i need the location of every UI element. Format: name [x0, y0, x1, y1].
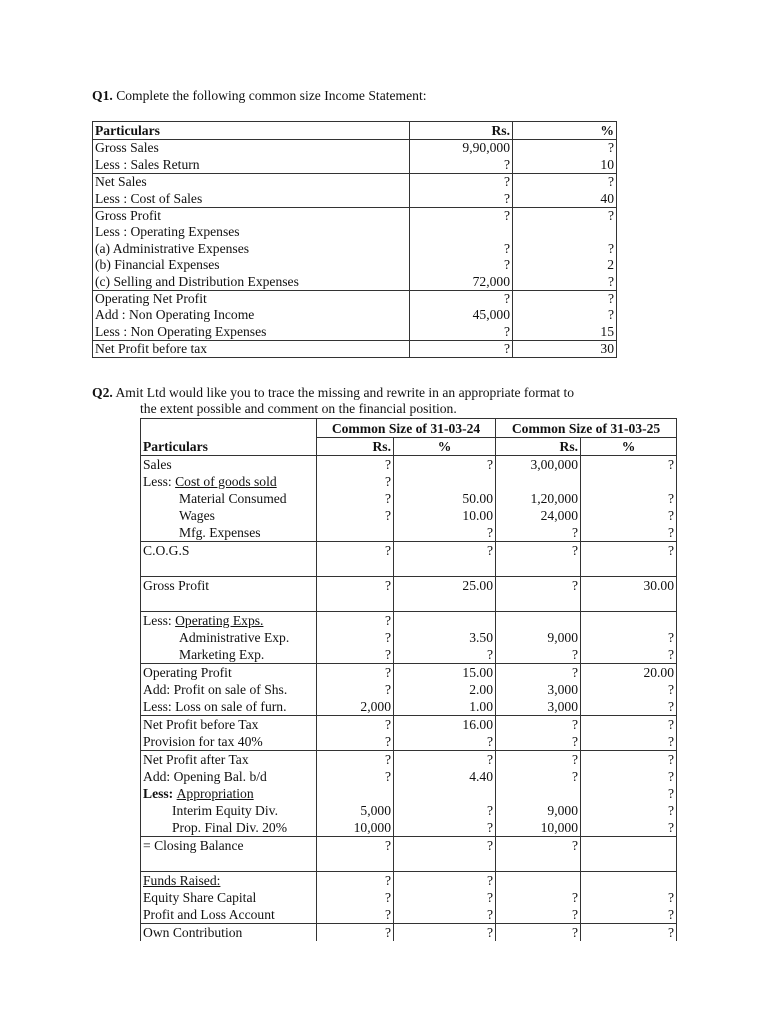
table-row — [93, 340, 617, 357]
row-percent-2025 — [581, 612, 677, 630]
row-rs-2025 — [496, 612, 581, 630]
row-percent-2024: 10.00 — [394, 507, 496, 524]
row-percent-2024: ? — [394, 646, 496, 664]
row-percent-2024: ? — [394, 837, 496, 855]
row-percent-2025 — [581, 559, 677, 577]
row-rs — [410, 224, 513, 240]
row-percent-2024: 4.40 — [394, 768, 496, 785]
row-label: Interim Equity Div. — [172, 803, 278, 818]
row-rs-2024: ? — [317, 889, 394, 906]
row-rs: ? — [410, 173, 513, 190]
row-percent: 30 — [513, 340, 617, 357]
header-percent-2024: % — [394, 438, 496, 456]
table-header-row — [93, 122, 617, 140]
table-row — [141, 819, 677, 837]
row-label: Prop. Final Div. 20% — [172, 820, 288, 835]
q2-common-size-table — [140, 418, 677, 941]
row-percent — [513, 224, 617, 240]
row-rs: ? — [410, 190, 513, 207]
row-label: Add: Profit on sale of Shs. — [143, 682, 288, 697]
row-rs: ? — [410, 290, 513, 307]
header-rs: Rs. — [410, 122, 513, 140]
table-header-row — [141, 438, 677, 456]
table-row — [141, 473, 677, 490]
row-percent-2024 — [394, 594, 496, 612]
row-label-underlined: Cost of goods sold — [175, 474, 277, 489]
row-particulars — [141, 837, 317, 855]
row-rs-2024: 10,000 — [317, 819, 394, 837]
row-rs-2024: ? — [317, 751, 394, 769]
row-label: Net Sales — [93, 173, 410, 190]
table-row — [93, 257, 617, 273]
row-label: (c) Selling and Distribution Expenses — [93, 273, 410, 290]
row-rs: ? — [410, 340, 513, 357]
q2-text-line2: the extent possible and comment on the financial position. — [140, 401, 457, 416]
row-label: Mfg. Expenses — [179, 525, 261, 540]
row-particulars — [141, 629, 317, 646]
table-row — [93, 240, 617, 256]
row-label: Add: Opening Bal. b/d — [143, 769, 267, 784]
row-percent-2025: ? — [581, 490, 677, 507]
row-percent-2024: ? — [394, 872, 496, 890]
row-particulars — [141, 906, 317, 924]
row-percent-2025: ? — [581, 542, 677, 560]
q1-question — [92, 88, 427, 104]
table-row — [141, 872, 677, 890]
q2-number: Q2. — [92, 385, 113, 400]
row-particulars — [141, 490, 317, 507]
table-row — [141, 785, 677, 802]
row-particulars — [141, 577, 317, 595]
row-rs-2025 — [496, 559, 581, 577]
row-particulars — [141, 646, 317, 664]
row-percent-2024: 15.00 — [394, 664, 496, 682]
row-label: Sales — [143, 457, 172, 472]
row-percent: ? — [513, 207, 617, 224]
table-row — [141, 524, 677, 542]
table-row — [93, 290, 617, 307]
row-rs-2025: ? — [496, 906, 581, 924]
row-rs-2025: ? — [496, 664, 581, 682]
header-particulars: Particulars — [93, 122, 410, 140]
row-label: Less : Operating Expenses — [93, 224, 410, 240]
table-row — [141, 733, 677, 751]
row-rs-2024: ? — [317, 577, 394, 595]
row-rs-2024 — [317, 785, 394, 802]
row-percent: 15 — [513, 323, 617, 340]
row-label: Profit and Loss Account — [143, 907, 275, 922]
q1-number: Q1. — [92, 88, 113, 103]
row-label: Gross Sales — [93, 140, 410, 157]
row-particulars — [141, 751, 317, 769]
row-percent-2025 — [581, 837, 677, 855]
row-rs: ? — [410, 207, 513, 224]
row-percent-2025: ? — [581, 785, 677, 802]
row-rs: ? — [410, 323, 513, 340]
group-header-row — [141, 419, 677, 438]
row-label: Material Consumed — [179, 491, 287, 506]
row-label: Less: — [143, 613, 176, 628]
row-particulars — [141, 507, 317, 524]
row-particulars — [141, 456, 317, 474]
row-percent-2024: ? — [394, 889, 496, 906]
row-label-underlined: Appropriation — [176, 786, 254, 801]
row-rs-2024: ? — [317, 716, 394, 734]
table-row — [93, 173, 617, 190]
row-particulars — [141, 681, 317, 698]
table-row — [141, 629, 677, 646]
row-percent-2025: ? — [581, 733, 677, 751]
row-percent-2024 — [394, 559, 496, 577]
table-row — [141, 559, 677, 577]
table-row — [93, 156, 617, 173]
row-label: (b) Financial Expenses — [93, 257, 410, 273]
table-row — [141, 698, 677, 716]
table-row — [93, 140, 617, 157]
row-rs-2024: ? — [317, 507, 394, 524]
row-percent-2025: ? — [581, 768, 677, 785]
row-percent-2024: ? — [394, 819, 496, 837]
row-percent-2024: ? — [394, 524, 496, 542]
row-rs-2025: ? — [496, 716, 581, 734]
row-rs-2024: ? — [317, 473, 394, 490]
row-percent: 40 — [513, 190, 617, 207]
row-particulars — [141, 768, 317, 785]
row-percent-2025 — [581, 872, 677, 890]
row-label: Gross Profit — [143, 578, 210, 593]
table-row — [141, 490, 677, 507]
row-label: Less: — [143, 786, 177, 801]
q2-text-line1: Amit Ltd would like you to trace the missing and rewrite in an appropriate format to — [115, 385, 575, 400]
row-rs-2025: ? — [496, 542, 581, 560]
row-percent-2024: 1.00 — [394, 698, 496, 716]
table-row — [141, 456, 677, 474]
row-rs-2025: ? — [496, 768, 581, 785]
row-percent-2024: ? — [394, 733, 496, 751]
row-rs-2024 — [317, 594, 394, 612]
row-rs-2024: 5,000 — [317, 802, 394, 819]
table-row — [141, 594, 677, 612]
row-rs-2024: ? — [317, 837, 394, 855]
row-particulars — [141, 872, 317, 890]
row-percent-2024 — [394, 785, 496, 802]
row-rs: ? — [410, 156, 513, 173]
row-particulars — [141, 924, 317, 942]
row-percent-2025: 20.00 — [581, 664, 677, 682]
header-percent: % — [513, 122, 617, 140]
row-percent-2024 — [394, 473, 496, 490]
row-label: Operating Profit — [143, 665, 232, 680]
row-particulars — [141, 889, 317, 906]
row-percent-2025 — [581, 473, 677, 490]
table-row — [141, 716, 677, 734]
row-rs-2024: ? — [317, 733, 394, 751]
row-label-underlined: Operating Exps. — [175, 613, 264, 628]
row-percent-2025: ? — [581, 802, 677, 819]
row-rs-2025: 3,00,000 — [496, 456, 581, 474]
row-label-underlined: Funds Raised: — [143, 873, 221, 888]
table-row — [141, 768, 677, 785]
q2-question — [92, 385, 574, 401]
row-percent-2025: ? — [581, 698, 677, 716]
row-rs-2024: ? — [317, 646, 394, 664]
row-label: Marketing Exp. — [179, 647, 265, 662]
row-label: Net Profit before tax — [93, 340, 410, 357]
row-rs-2025: 10,000 — [496, 819, 581, 837]
table-row — [141, 751, 677, 769]
row-percent-2024: 2.00 — [394, 681, 496, 698]
group-header-2024: Common Size of 31-03-24 — [317, 419, 496, 438]
row-rs-2025: ? — [496, 646, 581, 664]
row-rs-2024 — [317, 559, 394, 577]
row-rs-2025: 9,000 — [496, 802, 581, 819]
row-particulars — [141, 612, 317, 630]
header-particulars: Particulars — [141, 438, 317, 456]
row-percent-2025: ? — [581, 646, 677, 664]
row-rs: ? — [410, 257, 513, 273]
row-label: (a) Administrative Expenses — [93, 240, 410, 256]
row-label: = Closing Balance — [143, 838, 244, 853]
row-percent-2025: ? — [581, 681, 677, 698]
row-rs-2025: 3,000 — [496, 681, 581, 698]
row-particulars — [141, 854, 317, 872]
row-label: Less: Loss on sale of furn. — [143, 699, 287, 714]
row-percent-2025 — [581, 594, 677, 612]
row-rs-2024: ? — [317, 456, 394, 474]
row-label: Provision for tax 40% — [143, 734, 263, 749]
header-percent-2025: % — [581, 438, 677, 456]
table-row — [141, 906, 677, 924]
row-percent-2024: 16.00 — [394, 716, 496, 734]
row-percent-2024 — [394, 612, 496, 630]
row-rs-2024 — [317, 854, 394, 872]
row-particulars — [141, 733, 317, 751]
row-rs-2025 — [496, 594, 581, 612]
row-percent: ? — [513, 273, 617, 290]
table-row — [141, 837, 677, 855]
row-particulars — [141, 664, 317, 682]
table-row — [141, 507, 677, 524]
row-rs-2024: 2,000 — [317, 698, 394, 716]
row-percent-2025: ? — [581, 889, 677, 906]
row-label: Add : Non Operating Income — [93, 307, 410, 323]
row-percent: ? — [513, 140, 617, 157]
row-particulars — [141, 542, 317, 560]
table-row — [141, 664, 677, 682]
table-row — [93, 224, 617, 240]
table-row — [93, 273, 617, 290]
row-label: Administrative Exp. — [179, 630, 290, 645]
table-row — [93, 307, 617, 323]
table-row — [141, 646, 677, 664]
q1-text: Complete the following common size Income Statement: — [116, 88, 427, 103]
q1-income-statement-table — [92, 121, 617, 358]
row-particulars — [141, 819, 317, 837]
row-rs-2025 — [496, 785, 581, 802]
row-rs-2024: ? — [317, 629, 394, 646]
row-percent-2024: ? — [394, 542, 496, 560]
row-percent-2024: ? — [394, 456, 496, 474]
header-rs-2024: Rs. — [317, 438, 394, 456]
table-row — [93, 190, 617, 207]
row-rs-2025: ? — [496, 751, 581, 769]
table-row — [93, 323, 617, 340]
row-rs: 9,90,000 — [410, 140, 513, 157]
row-label: Operating Net Profit — [93, 290, 410, 307]
row-percent-2025: ? — [581, 924, 677, 942]
row-label: Net Profit after Tax — [143, 752, 249, 767]
row-percent-2025: ? — [581, 456, 677, 474]
row-particulars — [141, 802, 317, 819]
row-rs-2024: ? — [317, 612, 394, 630]
table-row — [141, 577, 677, 595]
row-percent-2024: 50.00 — [394, 490, 496, 507]
row-rs-2024: ? — [317, 490, 394, 507]
table-row — [141, 612, 677, 630]
row-particulars — [141, 524, 317, 542]
row-percent-2025: ? — [581, 751, 677, 769]
row-label: Equity Share Capital — [143, 890, 257, 905]
table-row — [141, 542, 677, 560]
row-rs-2024: ? — [317, 906, 394, 924]
row-percent: ? — [513, 290, 617, 307]
row-percent-2024: ? — [394, 802, 496, 819]
table-row — [141, 802, 677, 819]
row-label: C.O.G.S — [143, 543, 190, 558]
row-particulars — [141, 473, 317, 490]
row-percent-2025 — [581, 854, 677, 872]
row-rs-2025: ? — [496, 924, 581, 942]
row-rs-2025 — [496, 854, 581, 872]
row-label: Less : Sales Return — [93, 156, 410, 173]
row-rs-2025: ? — [496, 733, 581, 751]
table-row — [141, 681, 677, 698]
row-rs-2024: ? — [317, 681, 394, 698]
row-percent-2024: ? — [394, 924, 496, 942]
row-rs-2025: 1,20,000 — [496, 490, 581, 507]
row-percent-2025: ? — [581, 906, 677, 924]
row-rs-2025: 24,000 — [496, 507, 581, 524]
row-percent-2025: ? — [581, 524, 677, 542]
row-rs-2024 — [317, 524, 394, 542]
row-percent: ? — [513, 307, 617, 323]
row-particulars — [141, 559, 317, 577]
row-rs-2025: ? — [496, 577, 581, 595]
row-percent-2025: 30.00 — [581, 577, 677, 595]
row-rs-2025 — [496, 473, 581, 490]
row-label: Net Profit before Tax — [143, 717, 259, 732]
row-rs: 45,000 — [410, 307, 513, 323]
row-rs-2025: 9,000 — [496, 629, 581, 646]
row-rs: 72,000 — [410, 273, 513, 290]
row-particulars — [141, 716, 317, 734]
row-label: Wages — [179, 508, 215, 523]
row-rs-2025: ? — [496, 837, 581, 855]
row-label: Gross Profit — [93, 207, 410, 224]
row-percent: ? — [513, 240, 617, 256]
row-rs-2024: ? — [317, 872, 394, 890]
row-particulars — [141, 785, 317, 802]
row-percent-2025: ? — [581, 819, 677, 837]
row-rs: ? — [410, 240, 513, 256]
row-percent-2024: 25.00 — [394, 577, 496, 595]
row-percent-2025: ? — [581, 716, 677, 734]
row-percent-2025: ? — [581, 629, 677, 646]
row-rs-2024: ? — [317, 768, 394, 785]
row-rs-2024: ? — [317, 924, 394, 942]
row-rs-2025 — [496, 872, 581, 890]
table-row — [141, 889, 677, 906]
row-rs-2024: ? — [317, 542, 394, 560]
table-row — [93, 207, 617, 224]
row-percent-2024 — [394, 854, 496, 872]
row-rs-2025: ? — [496, 889, 581, 906]
row-rs-2025: 3,000 — [496, 698, 581, 716]
row-percent: 10 — [513, 156, 617, 173]
row-percent: ? — [513, 173, 617, 190]
row-rs-2025: ? — [496, 524, 581, 542]
row-particulars — [141, 594, 317, 612]
row-label: Less : Non Operating Expenses — [93, 323, 410, 340]
row-percent-2025: ? — [581, 507, 677, 524]
row-rs-2024: ? — [317, 664, 394, 682]
row-percent-2024: ? — [394, 751, 496, 769]
row-particulars — [141, 698, 317, 716]
row-percent: 2 — [513, 257, 617, 273]
group-header-2025: Common Size of 31-03-25 — [496, 419, 677, 438]
table-row — [141, 854, 677, 872]
header-rs-2025: Rs. — [496, 438, 581, 456]
row-label: Less: — [143, 474, 176, 489]
row-label: Less : Cost of Sales — [93, 190, 410, 207]
row-percent-2024: 3.50 — [394, 629, 496, 646]
row-percent-2024: ? — [394, 906, 496, 924]
row-label: Own Contribution — [143, 925, 243, 940]
table-row — [141, 924, 677, 942]
